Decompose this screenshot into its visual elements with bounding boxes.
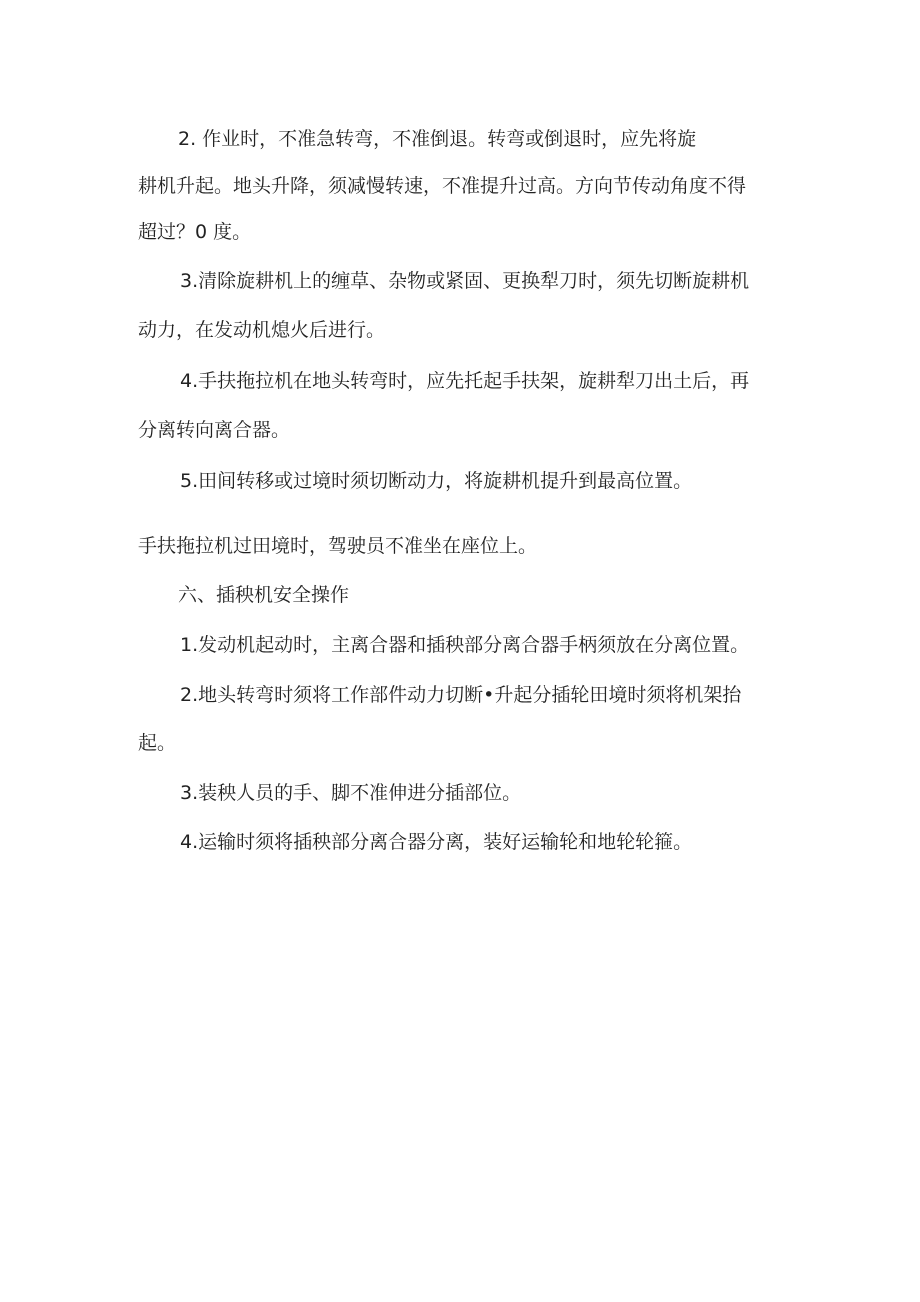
paragraph-4-line-1: 4.手扶拖拉机在地头转弯时，应先托起手扶架，旋耕犁刀出土后，再 xyxy=(180,370,750,392)
item-4: 4.运输时须将插秧部分离合器分离，装好运输轮和地轮轮箍。 xyxy=(180,831,693,853)
item-1: 1.发动机起动时，主离合器和插秧部分离合器手柄须放在分离位置。 xyxy=(180,634,750,656)
paragraph-5-line-2: 手扶拖拉机过田境时，驾驶员不准坐在座位上。 xyxy=(138,535,538,557)
paragraph-5-line-1: 5.田间转移或过境时须切断动力，将旋耕机提升到最高位置。 xyxy=(180,470,693,492)
item-2-line-1: 2.地头转弯时须将工作部件动力切断•升起分插轮田境时须将机架抬 xyxy=(180,684,742,706)
item-3: 3.装秧人员的手、脚不准伸进分插部位。 xyxy=(180,782,522,804)
paragraph-3-line-2: 动力，在发动机熄火后进行。 xyxy=(138,319,386,341)
item-2-line-2: 起。 xyxy=(138,732,177,754)
paragraph-2-line-2: 耕机升起。地头升降，须减慢转速，不准提升过高。方向节传动角度不得 xyxy=(138,175,747,197)
paragraph-2-line-1: 2. 作业时，不准急转弯，不准倒退。转弯或倒退时，应先将旋 xyxy=(178,128,697,150)
paragraph-2-line-3: 超过？0 度。 xyxy=(138,221,252,243)
section-heading: 六、插秧机安全操作 xyxy=(178,584,350,606)
paragraph-3-line-1: 3.清除旋耕机上的缠草、杂物或紧固、更换犁刀时，须先切断旋耕机 xyxy=(180,270,750,292)
paragraph-4-line-2: 分离转向离合器。 xyxy=(138,419,291,441)
